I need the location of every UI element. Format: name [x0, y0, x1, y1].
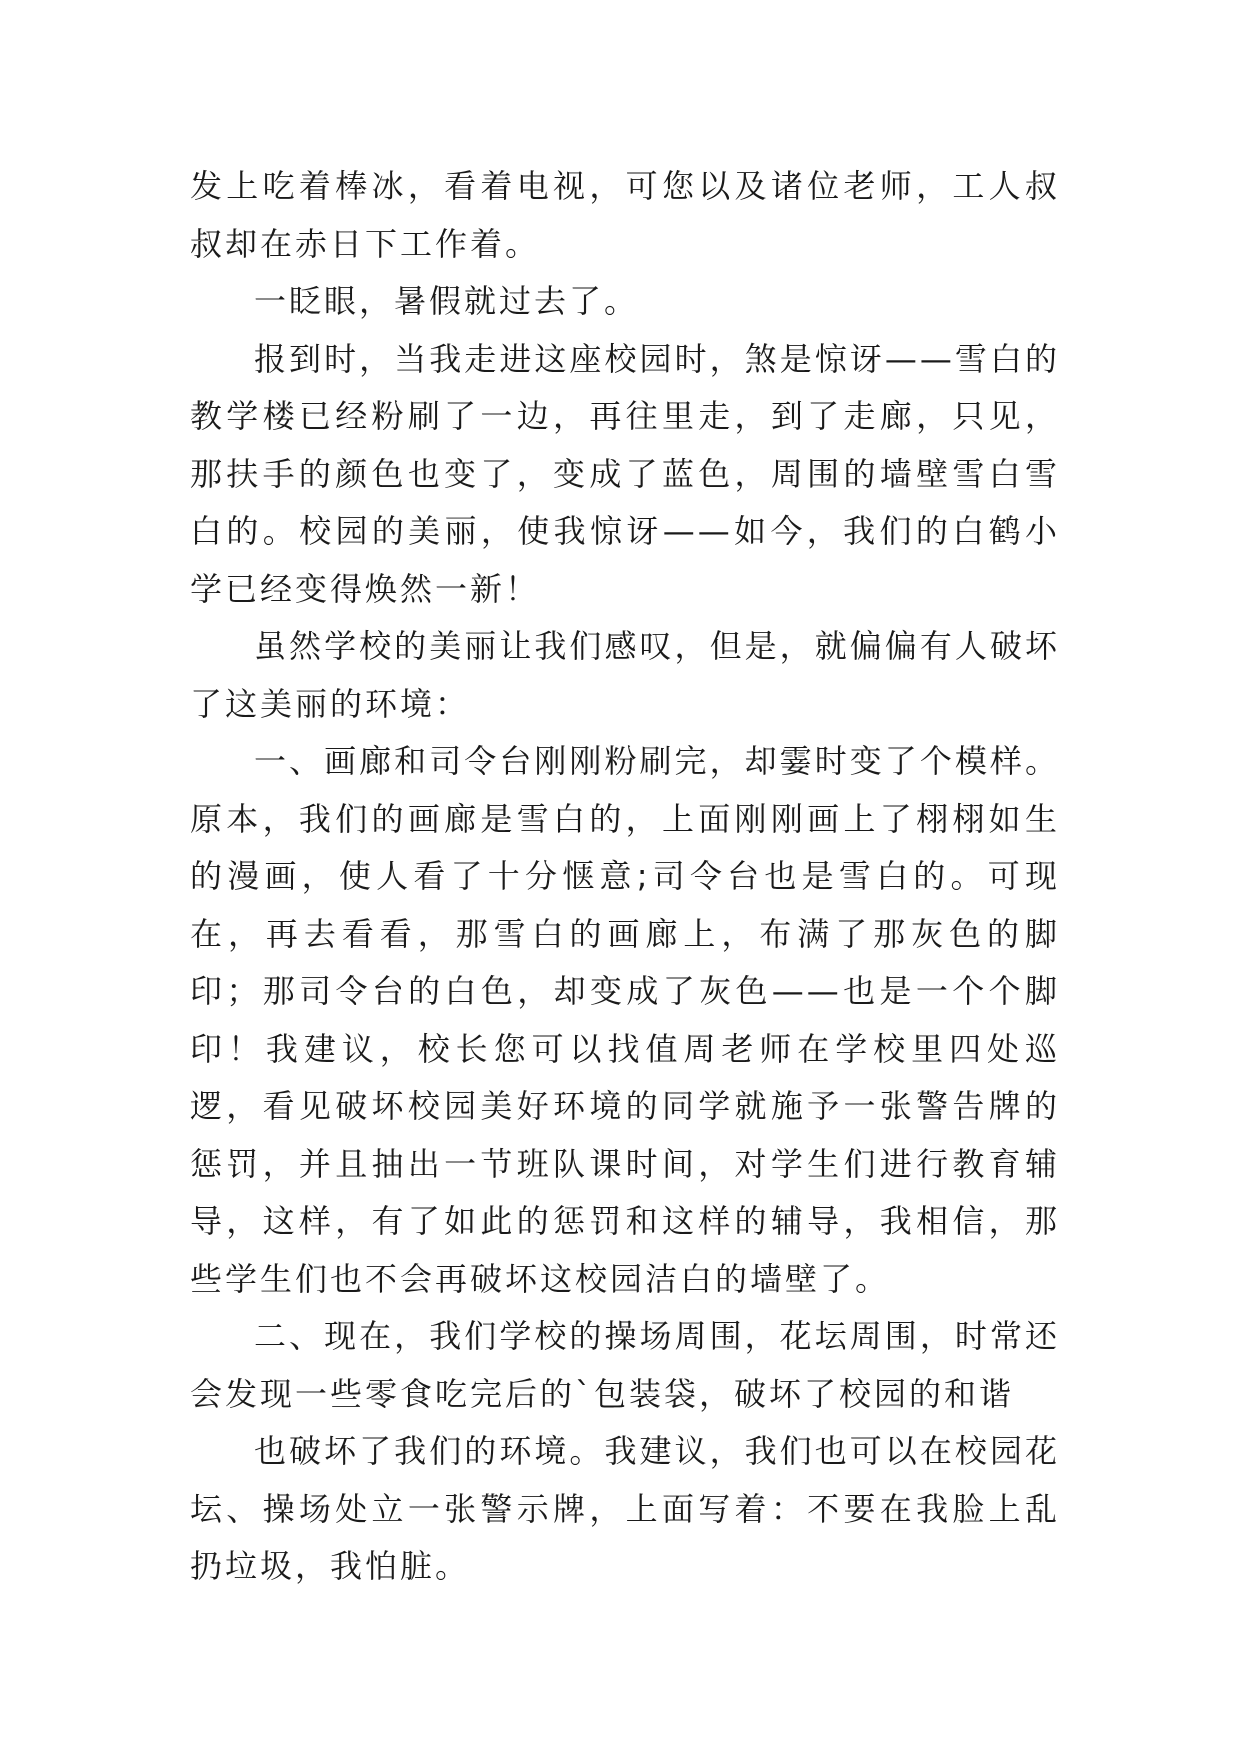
paragraph-2: 一眨眼，暑假就过去了。: [254, 282, 640, 320]
paragraph-1: 发上吃着棒冰，看着电视，可您以及诸位老师，工人叔叔却在赤日下工作着。: [190, 167, 1060, 263]
paragraph-4: 虽然学校的美丽让我们感叹，但是，就偏偏有人破坏了这美丽的环境：: [190, 627, 1060, 723]
paragraph-5: 一、画廊和司令台刚刚粉刷完，却霎时变了个模样。原本，我们的画廊是雪白的，上面刚刚画上了栩栩如生的漫画，使人看了十分惬意;司令台也是雪白的。可现在，再去看看，那雪白的画廊上，布满了那灰色的脚印；那司令台的白色，却变成了灰色——也是一个个脚印！我建议，校长您可以找值周老师在学校里四处巡逻，看见破坏校园美好环境的同学就施予一张警告牌的惩罚，并且抽出一节班队课时间，对学生们进行教育辅导，这样，有了如此的惩罚和这样的辅导，我相信，那些学生们也不会再破坏这校园洁白的墙壁了。: [190, 742, 1060, 1298]
body-text: [190, 158, 1060, 1596]
paragraph-7: 也破坏了我们的环境。我建议，我们也可以在校园花坛、操场处立一张警示牌，上面写着：不要在我脸上乱扔垃圾，我怕脏。: [190, 1432, 1060, 1585]
paragraph-3: 报到时，当我走进这座校园时，煞是惊讶——雪白的教学楼已经粉刷了一边，再往里走，到了走廊，只见，那扶手的颜色也变了，变成了蓝色，周围的墙壁雪白雪白的。校园的美丽，使我惊讶——如今，我们的白鹤小学已经变得焕然一新！: [190, 339, 1060, 608]
paragraph-6: 二、现在，我们学校的操场周围，花坛周围，时常还会发现一些零食吃完后的`包装袋，破坏了校园的和谐: [190, 1317, 1060, 1413]
